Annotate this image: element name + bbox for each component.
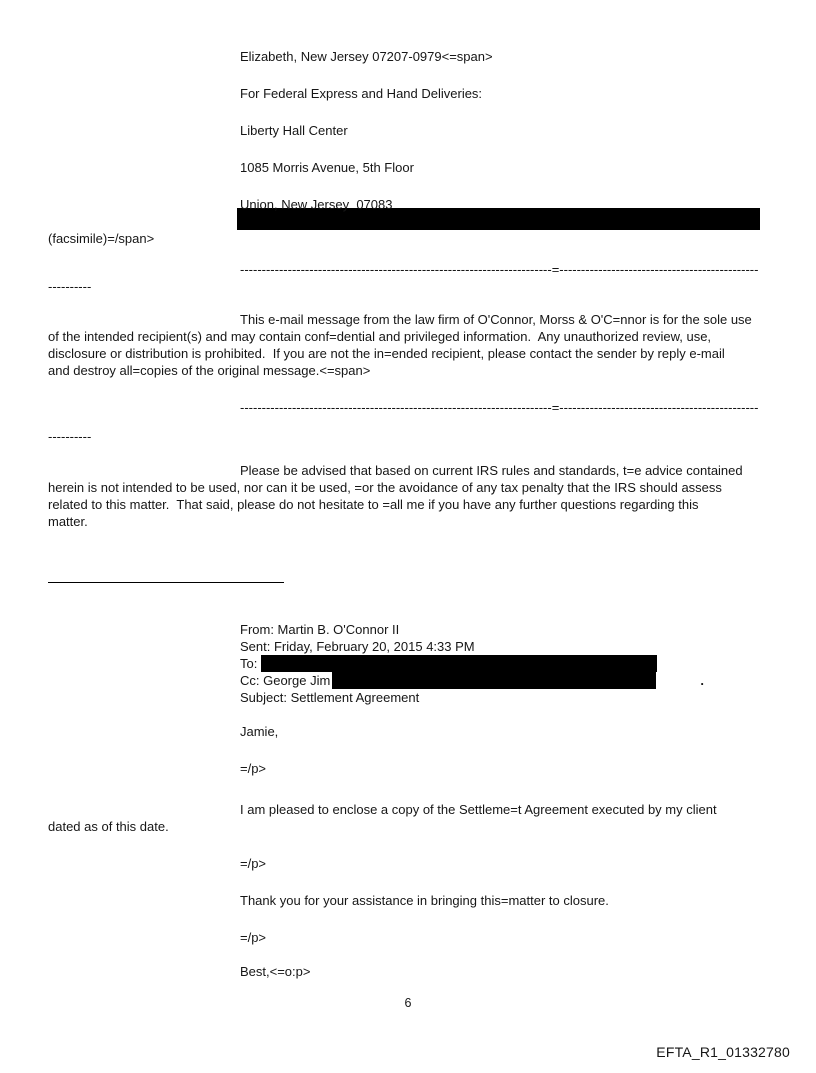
email-header-to [48,655,768,672]
irs-notice-line: herein is not intended to be used, nor can it be used, =or the avoidance of any tax penalty that the IRS should assess [48,480,722,495]
facsimile-line: (facsimile)=/span> [48,231,155,246]
address-line: Union, New Jersey 07083 [240,197,393,212]
email-header-to-label: To: [240,656,258,671]
confidentiality-notice-line: of the intended recipient(s) and may contain conf=dential and privileged information. Any unauthorized review, use, [48,329,712,344]
mime-artifact-2: =/p> [240,856,267,871]
separator-dashed-short-1: ---------- [48,279,92,294]
mime-artifact-3: =/p> [240,930,267,945]
bates-number: EFTA_R1_01332780 [656,1044,790,1060]
redaction-bar-to [261,655,657,672]
mime-artifact-1: =/p> [240,761,267,776]
address-line: Elizabeth, New Jersey 07207-0979<=span> [240,49,493,64]
email-header-from: From: Martin B. O'Connor II [240,622,400,637]
redaction-bar-cc [332,672,656,689]
address-line: For Federal Express and Hand Deliveries: [240,86,483,101]
irs-notice-line: matter. [48,514,88,529]
enclosure-paragraph [48,801,768,835]
separator-dashed-short-2: ---------- [48,429,92,444]
confidentiality-notice-line: disclosure or distribution is prohibited. If you are not the in=ended recipient, please contact the sender by reply e-mail [48,346,725,361]
email-header-block [48,621,768,706]
separator-dashed-long-1: ------------------------------------------------------------------------=---------------------------------------------- [240,262,759,277]
confidentiality-notice-line: and destroy all=copies of the original message.<=span> [48,363,371,378]
confidentiality-notice [48,311,768,379]
greeting-line: Jamie, [240,724,279,739]
email-header-subject: Subject: Settlement Agreement [240,690,420,705]
email-header-sent: Sent: Friday, February 20, 2015 4:33 PM [240,639,475,654]
mailing-address-block [48,48,768,213]
irs-notice-line: Please be advised that based on current IRS rules and standards, t=e advice contained [240,463,743,478]
irs-notice-line: related to this matter. That said, please do not hesitate to =all me if you have any further questions regarding this [48,497,699,512]
page-number: 6 [404,996,412,1010]
address-line: 1085 Morris Avenue, 5th Floor [240,160,414,175]
closing-line: Best,<=o:p> [240,964,311,979]
confidentiality-notice-line: This e-mail message from the law firm of O'Connor, Morss & O'C=nnor is for the sole use [240,312,752,327]
signature-divider-line [48,582,284,583]
stray-period-mark: . [700,673,704,688]
enclosure-paragraph-line: I am pleased to enclose a copy of the Settleme=t Agreement executed by my client [240,802,717,817]
address-line: Liberty Hall Center [240,123,348,138]
thanks-line: Thank you for your assistance in bringing this=matter to closure. [240,893,609,908]
email-header-cc-label: Cc: George Jim [240,673,331,688]
email-header-cc [48,672,768,689]
separator-dashed-long-2: ------------------------------------------------------------------------=---------------------------------------------- [240,400,759,415]
irs-notice [48,462,768,530]
enclosure-paragraph-line: dated as of this date. [48,819,169,834]
